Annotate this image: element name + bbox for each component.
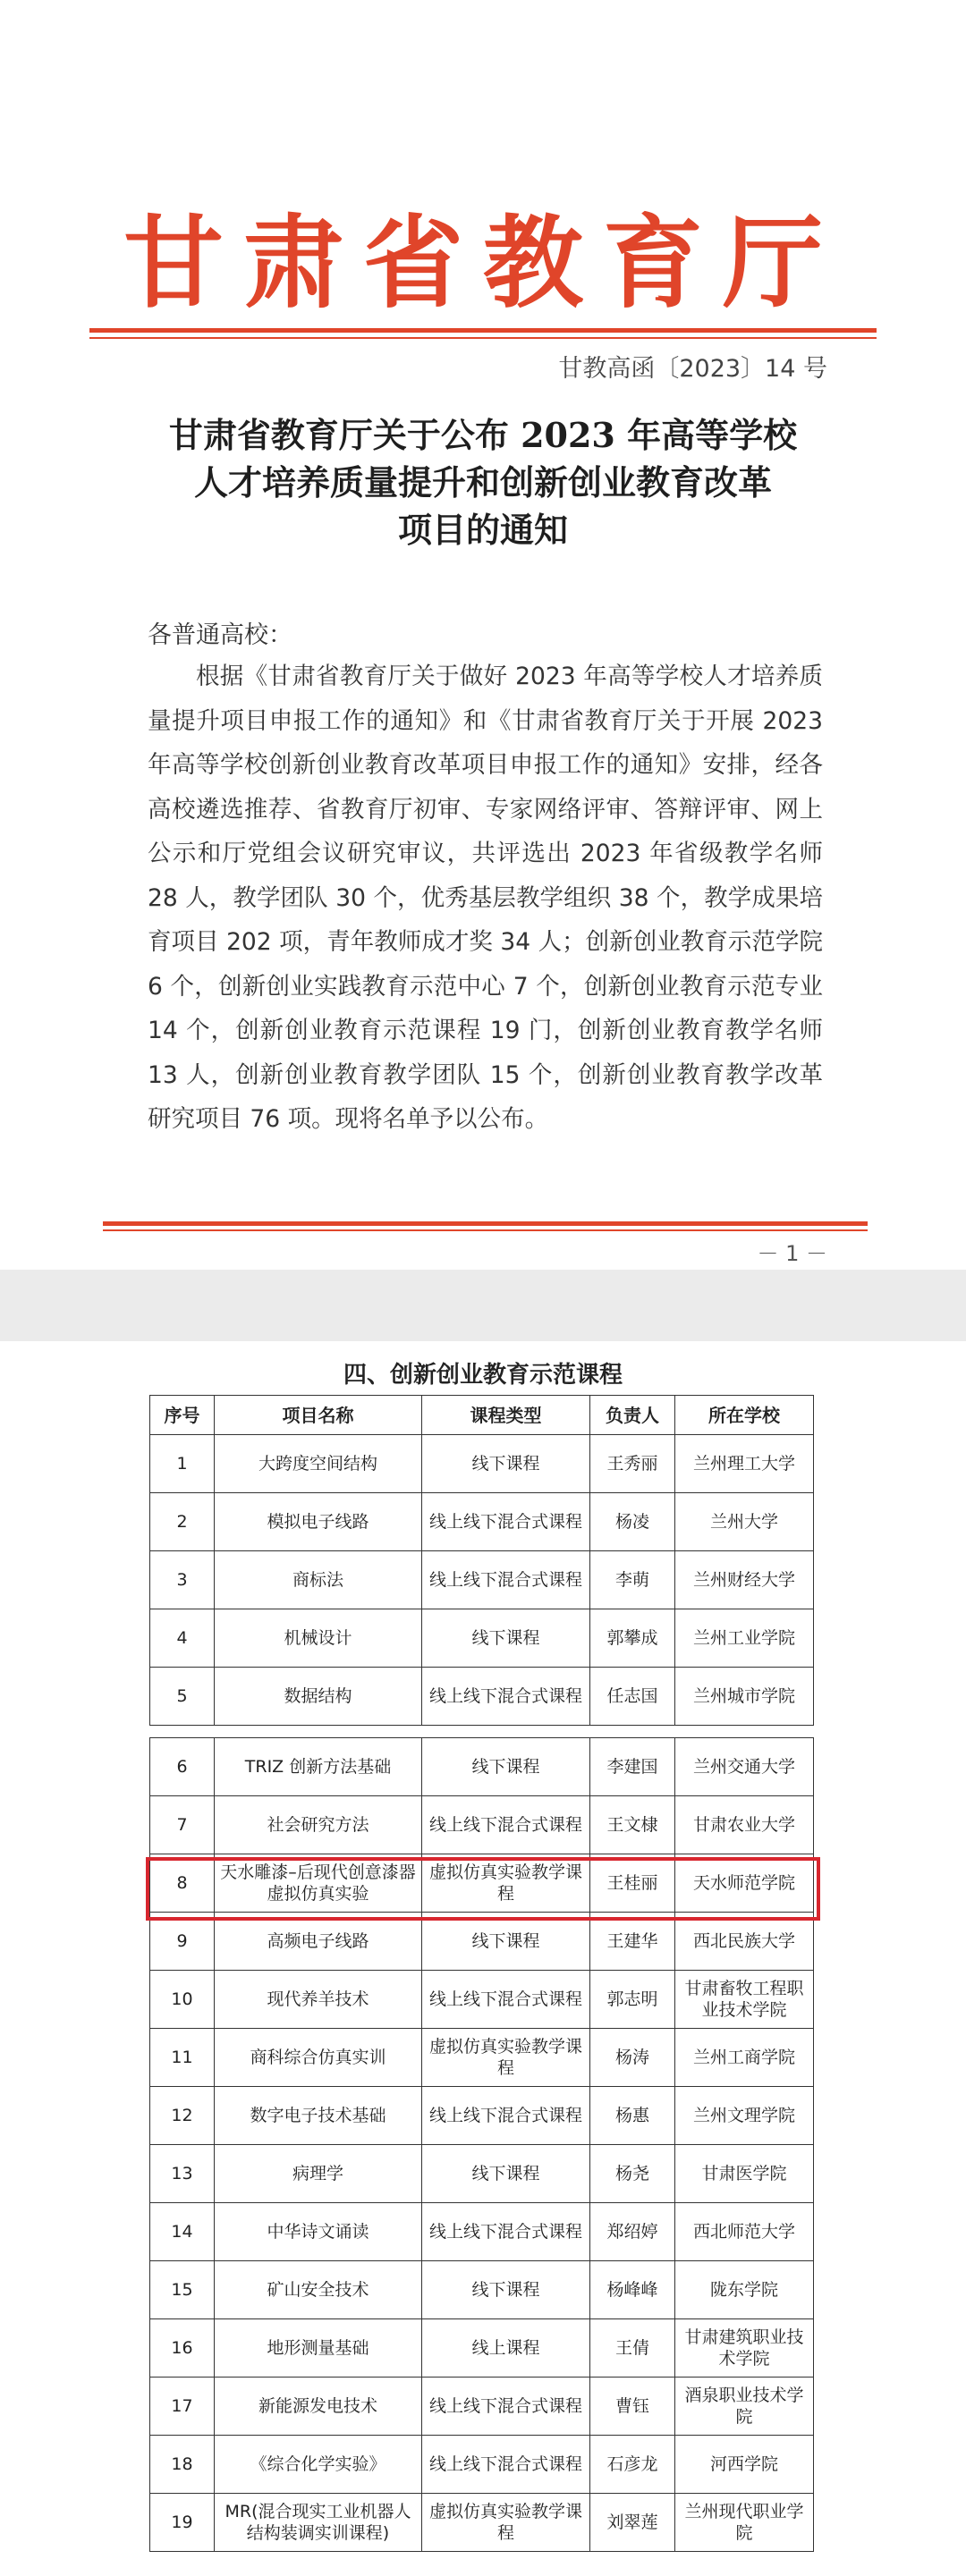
course-type-cell: 线上线下混合式课程 [422, 1971, 590, 2029]
row-number-cell: 10 [150, 1971, 215, 2029]
masthead-title: 甘肃省教育厅 [123, 206, 843, 322]
course-name-cell: 大跨度空间结构 [215, 1435, 422, 1493]
school-cell: 兰州财经大学 [675, 1551, 814, 1609]
row-number-cell: 2 [150, 1493, 215, 1551]
table-row [150, 1668, 814, 1726]
table-header-row [150, 1396, 814, 1435]
table-row [150, 1609, 814, 1668]
course-name-cell: 模拟电子线路 [215, 1493, 422, 1551]
table-row [150, 2203, 814, 2261]
course-type-cell: 虚拟仿真实验教学课程 [422, 2494, 590, 2552]
row-number-cell: 1 [150, 1435, 215, 1493]
table-row [150, 1913, 814, 1971]
school-cell: 甘肃医学院 [675, 2145, 814, 2203]
table-row [150, 2494, 814, 2552]
leader-cell: 杨峰峰 [590, 2261, 675, 2319]
row-number-cell: 5 [150, 1668, 215, 1726]
leader-cell: 杨涛 [590, 2029, 675, 2087]
leader-cell: 王倩 [590, 2319, 675, 2378]
section-title: 四、创新创业教育示范课程 [343, 1362, 623, 1389]
course-name-cell: 机械设计 [215, 1609, 422, 1668]
document-number: 甘教高函〔2023〕14 号 [558, 355, 827, 383]
school-cell: 酒泉职业技术学院 [675, 2378, 814, 2436]
row-number-cell: 3 [150, 1551, 215, 1609]
leader-cell: 郑绍婷 [590, 2203, 675, 2261]
course-name-cell: 《综合化学实验》 [215, 2436, 422, 2494]
document-title [89, 411, 877, 553]
leader-cell: 杨凌 [590, 1493, 675, 1551]
school-cell: 兰州大学 [675, 1493, 814, 1551]
header-cell: 负责人 [590, 1396, 675, 1435]
course-type-cell: 线下课程 [422, 2261, 590, 2319]
header-rule-thick [89, 328, 877, 333]
course-name-cell: 社会研究方法 [215, 1796, 422, 1854]
table-row [150, 2087, 814, 2145]
header-cell: 课程类型 [422, 1396, 590, 1435]
school-cell: 甘肃建筑职业技术学院 [675, 2319, 814, 2378]
course-name-cell: 商标法 [215, 1551, 422, 1609]
table-row [150, 1493, 814, 1551]
leader-cell: 刘翠莲 [590, 2494, 675, 2552]
salutation: 各普通高校： [148, 621, 292, 649]
course-name-cell: 新能源发电技术 [215, 2378, 422, 2436]
footer-rule-thin [103, 1229, 868, 1231]
leader-cell: 李建国 [590, 1738, 675, 1796]
course-type-cell: 虚拟仿真实验教学课程 [422, 2029, 590, 2087]
school-cell: 甘肃农业大学 [675, 1796, 814, 1854]
page-gap [0, 1270, 966, 1341]
leader-cell: 郭志明 [590, 1971, 675, 2029]
row-number-cell: 17 [150, 2378, 215, 2436]
table-row [150, 1971, 814, 2029]
row-number-cell: 8 [150, 1854, 215, 1913]
row-number-cell: 7 [150, 1796, 215, 1854]
course-name-cell: 中华诗文诵读 [215, 2203, 422, 2261]
row-number-cell: 4 [150, 1609, 215, 1668]
course-name-cell: 病理学 [215, 2145, 422, 2203]
school-cell: 兰州交通大学 [675, 1738, 814, 1796]
course-name-cell: 商科综合仿真实训 [215, 2029, 422, 2087]
course-type-cell: 线上线下混合式课程 [422, 2436, 590, 2494]
table-row [150, 2319, 814, 2378]
course-type-cell: 线上线下混合式课程 [422, 2203, 590, 2261]
row-number-cell: 13 [150, 2145, 215, 2203]
row-number-cell: 15 [150, 2261, 215, 2319]
row-number-cell: 14 [150, 2203, 215, 2261]
header-cell: 序号 [150, 1396, 215, 1435]
leader-cell: 王建华 [590, 1913, 675, 1971]
leader-cell: 王文棣 [590, 1796, 675, 1854]
footer-rule-thick [103, 1221, 868, 1226]
course-name-cell: 高频电子线路 [215, 1913, 422, 1971]
course-type-cell: 线下课程 [422, 1913, 590, 1971]
row-number-cell: 16 [150, 2319, 215, 2378]
course-type-cell: 线上线下混合式课程 [422, 1668, 590, 1726]
school-cell: 甘肃畜牧工程职业技术学院 [675, 1971, 814, 2029]
page-number: － 1 － [757, 1241, 827, 1266]
table-row [150, 2261, 814, 2319]
course-name-cell: 矿山安全技术 [215, 2261, 422, 2319]
row-number-cell: 12 [150, 2087, 215, 2145]
document-page-1 [0, 0, 966, 1270]
course-type-cell: 线下课程 [422, 1609, 590, 1668]
school-cell: 兰州理工大学 [675, 1435, 814, 1493]
course-type-cell: 线下课程 [422, 1738, 590, 1796]
leader-cell: 石彦龙 [590, 2436, 675, 2494]
course-name-cell: MR(混合现实工业机器人结构装调实训课程) [215, 2494, 422, 2552]
school-cell: 兰州城市学院 [675, 1668, 814, 1726]
table-row [150, 2378, 814, 2436]
table-row [150, 2029, 814, 2087]
course-type-cell: 线上线下混合式课程 [422, 1551, 590, 1609]
school-cell: 兰州工商学院 [675, 2029, 814, 2087]
school-cell: 兰州工业学院 [675, 1609, 814, 1668]
course-type-cell: 线上线下混合式课程 [422, 2378, 590, 2436]
row-number-cell: 18 [150, 2436, 215, 2494]
course-type-cell: 线上线下混合式课程 [422, 2087, 590, 2145]
body-paragraph: 根据《甘肃省教育厅关于做好 2023 年高等学校人才培养质量提升项目申报工作的通知》和《甘肃省教育厅关于开展 2023 年高等学校创新创业教育改革项目申报工作的通知》安排，经各高校遴选推荐、省教育厅初审、专家网络评审、答辩评审、网上公示和厅党组会议研究审议，共评选出 2023 年省级教学名师 28 人，教学团队 30 个，优秀基层教学组织 38 个，教学成果培育项目 202 项，青年教师成才奖 34 人；创新创业教育示范学院 6 个，创新创业实践教育示范中心 7 个，创新创业教育示范专业 14 个，创新创业教育示范课程 19 门，创新创业教育教学名师 13 人，创新创业教育教学团队 15 个，创新创业教育教学改革研究项目 76 项。现将名单予以公布。 [148, 663, 823, 1133]
leader-cell: 曹钰 [590, 2378, 675, 2436]
table-row [150, 2145, 814, 2203]
school-cell: 西北师范大学 [675, 2203, 814, 2261]
course-type-cell: 线下课程 [422, 1435, 590, 1493]
leader-cell: 杨尧 [590, 2145, 675, 2203]
course-name-cell: 数据结构 [215, 1668, 422, 1726]
course-name-cell: TRIZ 创新方法基础 [215, 1738, 422, 1796]
table-row [150, 1796, 814, 1854]
course-name-cell: 地形测量基础 [215, 2319, 422, 2378]
leader-cell: 任志国 [590, 1668, 675, 1726]
leader-cell: 李萌 [590, 1551, 675, 1609]
table-row [150, 1551, 814, 1609]
school-cell: 兰州现代职业学院 [675, 2494, 814, 2552]
table-row [150, 1738, 814, 1796]
title-line: 项目的通知 [397, 510, 568, 550]
course-type-cell: 线上线下混合式课程 [422, 1796, 590, 1854]
course-name-cell: 现代养羊技术 [215, 1971, 422, 2029]
course-type-cell: 线上线下混合式课程 [422, 1493, 590, 1551]
courses-table-part-1 [149, 1395, 814, 1726]
leader-cell: 王秀丽 [590, 1435, 675, 1493]
leader-cell: 杨惠 [590, 2087, 675, 2145]
table-row [150, 2436, 814, 2494]
school-cell: 兰州文理学院 [675, 2087, 814, 2145]
leader-cell: 王桂丽 [590, 1854, 675, 1913]
school-cell: 河西学院 [675, 2436, 814, 2494]
highlight-box-row-8 [146, 1857, 820, 1921]
school-cell: 西北民族大学 [675, 1913, 814, 1971]
title-line: 人才培养质量提升和创新创业教育改革 [193, 462, 772, 503]
row-number-cell: 11 [150, 2029, 215, 2087]
school-cell: 天水师范学院 [675, 1854, 814, 1913]
course-name-cell: 天水雕漆–后现代创意漆器虚拟仿真实验 [215, 1854, 422, 1913]
row-number-cell: 19 [150, 2494, 215, 2552]
header-cell: 所在学校 [675, 1396, 814, 1435]
course-name-cell: 数字电子技术基础 [215, 2087, 422, 2145]
course-type-cell: 虚拟仿真实验教学课程 [422, 1854, 590, 1913]
row-number-cell: 9 [150, 1913, 215, 1971]
course-type-cell: 线上课程 [422, 2319, 590, 2378]
school-cell: 陇东学院 [675, 2261, 814, 2319]
leader-cell: 郭攀成 [590, 1609, 675, 1668]
header-rule-thin [89, 337, 877, 339]
row-number-cell: 6 [150, 1738, 215, 1796]
table-row [150, 1435, 814, 1493]
title-line: 甘肃省教育厅关于公布 2023 年高等学校 [168, 415, 798, 455]
course-type-cell: 线下课程 [422, 2145, 590, 2203]
header-cell: 项目名称 [215, 1396, 422, 1435]
